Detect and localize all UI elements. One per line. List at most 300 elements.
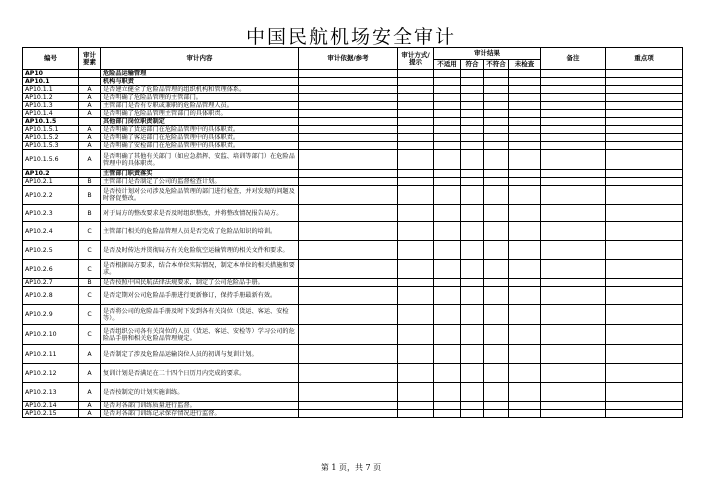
row-key [606, 178, 683, 186]
row-result-nc [484, 150, 509, 170]
row-content: 是否明确了客运部门在危险品管理中的具体职责。 [101, 134, 299, 142]
row-basis [299, 260, 398, 279]
row-result-ok [461, 102, 484, 110]
row-basis [299, 142, 398, 150]
row-basis [299, 279, 398, 287]
row-result-unchecked [509, 118, 541, 126]
row-content: 是否明确了其他有关部门（如应急指挥、安监、培训等部门）在危险品管理中的具体职责。 [101, 150, 299, 170]
row-remark [541, 126, 606, 134]
row-basis [299, 126, 398, 134]
row-level: A [79, 410, 101, 418]
table-row [23, 410, 683, 418]
row-result-ok [461, 86, 484, 94]
row-result-ok [461, 110, 484, 118]
row-key [606, 410, 683, 418]
row-key [606, 86, 683, 94]
header-row [23, 48, 683, 60]
row-remark [541, 383, 606, 402]
table-row [23, 142, 683, 150]
row-method [398, 150, 434, 170]
table-row [23, 134, 683, 142]
row-code: AP10.1.5 [23, 118, 79, 126]
row-result-ok [461, 170, 484, 178]
row-remark [541, 86, 606, 94]
section-row [23, 118, 683, 126]
row-code: AP10.2.1 [23, 178, 79, 186]
audit-rows [23, 70, 683, 418]
row-code: AP10.1.5.1 [23, 126, 79, 134]
row-basis [299, 205, 398, 222]
row-result-nc [484, 118, 509, 126]
row-basis [299, 178, 398, 186]
row-result-unchecked [509, 102, 541, 110]
row-basis [299, 78, 398, 86]
row-level [79, 170, 101, 178]
row-result-ok [461, 222, 484, 241]
table-row [23, 94, 683, 102]
row-method [398, 110, 434, 118]
row-content: 是否明确了危险品管理主管部门的具体职责。 [101, 110, 299, 118]
section-row [23, 70, 683, 78]
row-result-nc [484, 126, 509, 134]
row-remark [541, 260, 606, 279]
row-remark [541, 402, 606, 410]
row-result-ok [461, 118, 484, 126]
row-result-unchecked [509, 70, 541, 78]
row-result-unchecked [509, 178, 541, 186]
row-remark [541, 186, 606, 205]
header-level: 审计要素 [79, 48, 101, 70]
row-result-nc [484, 94, 509, 102]
row-content: 主管部门是否有专职或兼职的危险品管理人员。 [101, 102, 299, 110]
row-result-ok [461, 134, 484, 142]
row-remark [541, 102, 606, 110]
row-result-ok [461, 260, 484, 279]
page-footer: 第 1 页，共 7 页 [320, 463, 382, 472]
row-result-ok [461, 186, 484, 205]
row-key [606, 402, 683, 410]
row-result-unchecked [509, 410, 541, 418]
row-code: AP10.2.5 [23, 241, 79, 260]
row-result-unchecked [509, 78, 541, 86]
table-row [23, 260, 683, 279]
header-content: 审计内容 [101, 48, 299, 70]
row-result-ok [461, 383, 484, 402]
row-content: 是否明确了货运部门在危险品管理中的具体职责。 [101, 126, 299, 134]
row-method [398, 287, 434, 305]
row-remark [541, 70, 606, 78]
row-level: A [79, 134, 101, 142]
row-method [398, 410, 434, 418]
row-basis [299, 150, 398, 170]
row-key [606, 134, 683, 142]
row-code: AP10.2.11 [23, 345, 79, 364]
row-result-nc [484, 178, 509, 186]
row-content: 是否按照中国民航法律法规要求，制定了公司危险品手册。 [101, 279, 299, 287]
row-level: A [79, 102, 101, 110]
row-level: A [79, 150, 101, 170]
row-level: C [79, 260, 101, 279]
row-result-na [434, 78, 461, 86]
row-content: 其他部门岗位职责制定 [101, 118, 299, 126]
row-code: AP10.2.7 [23, 279, 79, 287]
row-content: 是否对各部门训练质量进行监督。 [101, 402, 299, 410]
row-result-na [434, 241, 461, 260]
row-result-na [434, 94, 461, 102]
row-remark [541, 305, 606, 325]
row-result-nc [484, 402, 509, 410]
row-code: AP10.1.2 [23, 94, 79, 102]
row-level: A [79, 402, 101, 410]
row-level [79, 70, 101, 78]
row-result-unchecked [509, 186, 541, 205]
row-basis [299, 287, 398, 305]
row-level [79, 118, 101, 126]
row-level: C [79, 325, 101, 345]
row-level: C [79, 287, 101, 305]
row-result-unchecked [509, 287, 541, 305]
row-method [398, 345, 434, 364]
row-result-unchecked [509, 170, 541, 178]
row-result-na [434, 325, 461, 345]
row-result-unchecked [509, 325, 541, 345]
row-result-ok [461, 241, 484, 260]
row-key [606, 364, 683, 383]
row-level: A [79, 86, 101, 94]
row-level: B [79, 279, 101, 287]
row-code: AP10.2.9 [23, 305, 79, 325]
row-level: A [79, 364, 101, 383]
row-remark [541, 94, 606, 102]
row-result-nc [484, 325, 509, 345]
row-result-ok [461, 364, 484, 383]
row-code: AP10.1.5.6 [23, 150, 79, 170]
row-key [606, 186, 683, 205]
row-remark [541, 241, 606, 260]
row-method [398, 142, 434, 150]
row-method [398, 170, 434, 178]
row-key [606, 94, 683, 102]
header-basis: 审计依据/参考 [299, 48, 398, 70]
row-result-ok [461, 126, 484, 134]
row-result-nc [484, 279, 509, 287]
row-remark [541, 279, 606, 287]
row-method [398, 78, 434, 86]
row-result-nc [484, 170, 509, 178]
table-row [23, 364, 683, 383]
row-code: AP10.2.6 [23, 260, 79, 279]
row-result-na [434, 305, 461, 325]
row-level: A [79, 126, 101, 134]
table-row [23, 402, 683, 410]
row-remark [541, 150, 606, 170]
row-content: 是否明确了安检部门在危险品管理中的具体职责。 [101, 142, 299, 150]
row-method [398, 118, 434, 126]
row-code: AP10.2.14 [23, 402, 79, 410]
table-row [23, 383, 683, 402]
row-basis [299, 86, 398, 94]
row-key [606, 345, 683, 364]
row-key [606, 260, 683, 279]
row-result-unchecked [509, 279, 541, 287]
row-basis [299, 170, 398, 178]
row-result-na [434, 110, 461, 118]
row-method [398, 305, 434, 325]
row-content: 是否建立健全了危险品管理的组织机构和管理体系。 [101, 86, 299, 94]
row-code: AP10.2.8 [23, 287, 79, 305]
row-basis [299, 364, 398, 383]
row-level [79, 78, 101, 86]
row-code: AP10.1.5.3 [23, 142, 79, 150]
row-code: AP10.2.3 [23, 205, 79, 222]
row-code: AP10.1.5.2 [23, 134, 79, 142]
row-method [398, 325, 434, 345]
table-row [23, 110, 683, 118]
row-result-na [434, 222, 461, 241]
row-result-na [434, 410, 461, 418]
row-remark [541, 325, 606, 345]
row-remark [541, 118, 606, 126]
row-result-nc [484, 364, 509, 383]
row-method [398, 134, 434, 142]
row-content: 危险品运输管理 [101, 70, 299, 78]
row-remark [541, 110, 606, 118]
header-method: 审计方式/提示 [398, 48, 434, 70]
table-row [23, 102, 683, 110]
row-method [398, 94, 434, 102]
row-content: 是否及时传达并贯彻局方有关危险航空运输管理的相关文件和要求。 [101, 241, 299, 260]
row-result-nc [484, 345, 509, 364]
row-remark [541, 364, 606, 383]
row-result-unchecked [509, 86, 541, 94]
row-result-na [434, 102, 461, 110]
row-result-na [434, 383, 461, 402]
row-basis [299, 345, 398, 364]
row-basis [299, 94, 398, 102]
row-result-nc [484, 383, 509, 402]
row-result-na [434, 126, 461, 134]
row-result-na [434, 205, 461, 222]
header-result-unchecked: 未检查 [509, 60, 541, 70]
row-content: 是否对各部门训练记录保存情况进行监督。 [101, 410, 299, 418]
row-content: 是否按计划对公司涉及危险品管理的部门进行检查，并对发现的问题及时督促整改。 [101, 186, 299, 205]
row-result-nc [484, 222, 509, 241]
row-method [398, 364, 434, 383]
row-code: AP10.1.3 [23, 102, 79, 110]
row-code: AP10.2.10 [23, 325, 79, 345]
row-result-unchecked [509, 110, 541, 118]
row-key [606, 222, 683, 241]
row-level: A [79, 345, 101, 364]
row-level: B [79, 205, 101, 222]
row-remark [541, 345, 606, 364]
row-result-nc [484, 186, 509, 205]
row-result-unchecked [509, 305, 541, 325]
row-level: B [79, 186, 101, 205]
header-result-ok: 符合 [461, 60, 484, 70]
row-remark [541, 170, 606, 178]
row-level: A [79, 94, 101, 102]
table-row [23, 205, 683, 222]
row-key [606, 102, 683, 110]
row-content: 主管部门相关的危险品管理人员是否完成了危险品知识的培训。 [101, 222, 299, 241]
table-row [23, 287, 683, 305]
row-result-na [434, 86, 461, 94]
row-result-unchecked [509, 205, 541, 222]
row-result-ok [461, 402, 484, 410]
row-method [398, 102, 434, 110]
header-result: 审计结果 [434, 48, 541, 60]
row-key [606, 70, 683, 78]
row-result-nc [484, 205, 509, 222]
row-code: AP10.2 [23, 170, 79, 178]
page-title: 中国民航机场安全审计 [245, 26, 456, 48]
row-basis [299, 305, 398, 325]
row-basis [299, 222, 398, 241]
row-basis [299, 110, 398, 118]
header-result-nc: 不符合 [484, 60, 509, 70]
row-basis [299, 102, 398, 110]
header-result-na: 不适用 [434, 60, 461, 70]
row-level: A [79, 110, 101, 118]
row-result-nc [484, 241, 509, 260]
row-method [398, 126, 434, 134]
table-row [23, 279, 683, 287]
row-key [606, 325, 683, 345]
row-remark [541, 410, 606, 418]
row-remark [541, 205, 606, 222]
row-method [398, 402, 434, 410]
row-result-nc [484, 305, 509, 325]
row-method [398, 70, 434, 78]
row-method [398, 260, 434, 279]
row-level: B [79, 178, 101, 186]
table-row [23, 345, 683, 364]
table-row [23, 305, 683, 325]
row-result-unchecked [509, 142, 541, 150]
row-remark [541, 142, 606, 150]
row-result-nc [484, 410, 509, 418]
table-row [23, 150, 683, 170]
row-result-ok [461, 78, 484, 86]
row-key [606, 279, 683, 287]
row-basis [299, 383, 398, 402]
header-code: 编号 [23, 48, 79, 70]
table-row [23, 178, 683, 186]
row-method [398, 178, 434, 186]
row-level: C [79, 222, 101, 241]
table-row [23, 222, 683, 241]
section-row [23, 78, 683, 86]
row-method [398, 86, 434, 94]
row-result-unchecked [509, 402, 541, 410]
row-content: 主管部门是否制定了公司的监督检查计划。 [101, 178, 299, 186]
row-result-ok [461, 345, 484, 364]
table-row [23, 86, 683, 94]
row-basis [299, 186, 398, 205]
row-code: AP10.2.2 [23, 186, 79, 205]
row-result-ok [461, 150, 484, 170]
row-key [606, 287, 683, 305]
row-result-na [434, 402, 461, 410]
row-result-unchecked [509, 150, 541, 170]
row-result-na [434, 170, 461, 178]
row-result-na [434, 118, 461, 126]
row-result-ok [461, 287, 484, 305]
row-result-na [434, 279, 461, 287]
row-method [398, 241, 434, 260]
row-key [606, 110, 683, 118]
row-remark [541, 78, 606, 86]
row-basis [299, 70, 398, 78]
row-key [606, 118, 683, 126]
row-basis [299, 410, 398, 418]
row-result-na [434, 287, 461, 305]
row-basis [299, 402, 398, 410]
row-content: 是否按制定的计划实施训练。 [101, 383, 299, 402]
row-basis [299, 118, 398, 126]
row-key [606, 150, 683, 170]
audit-table [22, 47, 683, 418]
row-result-nc [484, 142, 509, 150]
row-content: 是否根据局方要求，结合本单位实际情况，制定本单位的相关措施和要求。 [101, 260, 299, 279]
row-result-nc [484, 134, 509, 142]
row-code: AP10.2.13 [23, 383, 79, 402]
row-code: AP10.1 [23, 78, 79, 86]
row-result-unchecked [509, 126, 541, 134]
row-result-nc [484, 110, 509, 118]
row-content: 主管部门职责落实 [101, 170, 299, 178]
row-result-ok [461, 178, 484, 186]
row-level: A [79, 142, 101, 150]
row-result-ok [461, 305, 484, 325]
table-row [23, 126, 683, 134]
row-result-ok [461, 325, 484, 345]
row-content: 是否组织公司各有关岗位的人员（货运、客运、安检等）学习公司的危险品手册和相关危险品管理规定。 [101, 325, 299, 345]
row-remark [541, 178, 606, 186]
row-content: 复训计划是否满足在二十四个日历月内完成的要求。 [101, 364, 299, 383]
row-key [606, 205, 683, 222]
table-row [23, 325, 683, 345]
row-content: 机构与职责 [101, 78, 299, 86]
row-result-nc [484, 287, 509, 305]
row-content: 是否将公司的危险品手册及时下发到各有关岗位（货运、客运、安检等）。 [101, 305, 299, 325]
row-result-ok [461, 410, 484, 418]
row-result-nc [484, 86, 509, 94]
row-result-unchecked [509, 134, 541, 142]
header-key: 重点项 [606, 48, 683, 70]
row-result-nc [484, 70, 509, 78]
row-key [606, 142, 683, 150]
row-result-unchecked [509, 222, 541, 241]
row-method [398, 186, 434, 205]
row-result-na [434, 134, 461, 142]
row-code: AP10.2.12 [23, 364, 79, 383]
table-row [23, 186, 683, 205]
row-result-ok [461, 205, 484, 222]
row-result-unchecked [509, 260, 541, 279]
row-level: C [79, 241, 101, 260]
row-result-na [434, 150, 461, 170]
row-result-unchecked [509, 94, 541, 102]
row-content: 是否明确了危险品管理的主管部门。 [101, 94, 299, 102]
row-result-unchecked [509, 345, 541, 364]
row-result-nc [484, 260, 509, 279]
row-key [606, 241, 683, 260]
row-content: 是否制定了涉及危险品运输岗位人员的初训与复训计划。 [101, 345, 299, 364]
row-result-na [434, 142, 461, 150]
row-key [606, 383, 683, 402]
